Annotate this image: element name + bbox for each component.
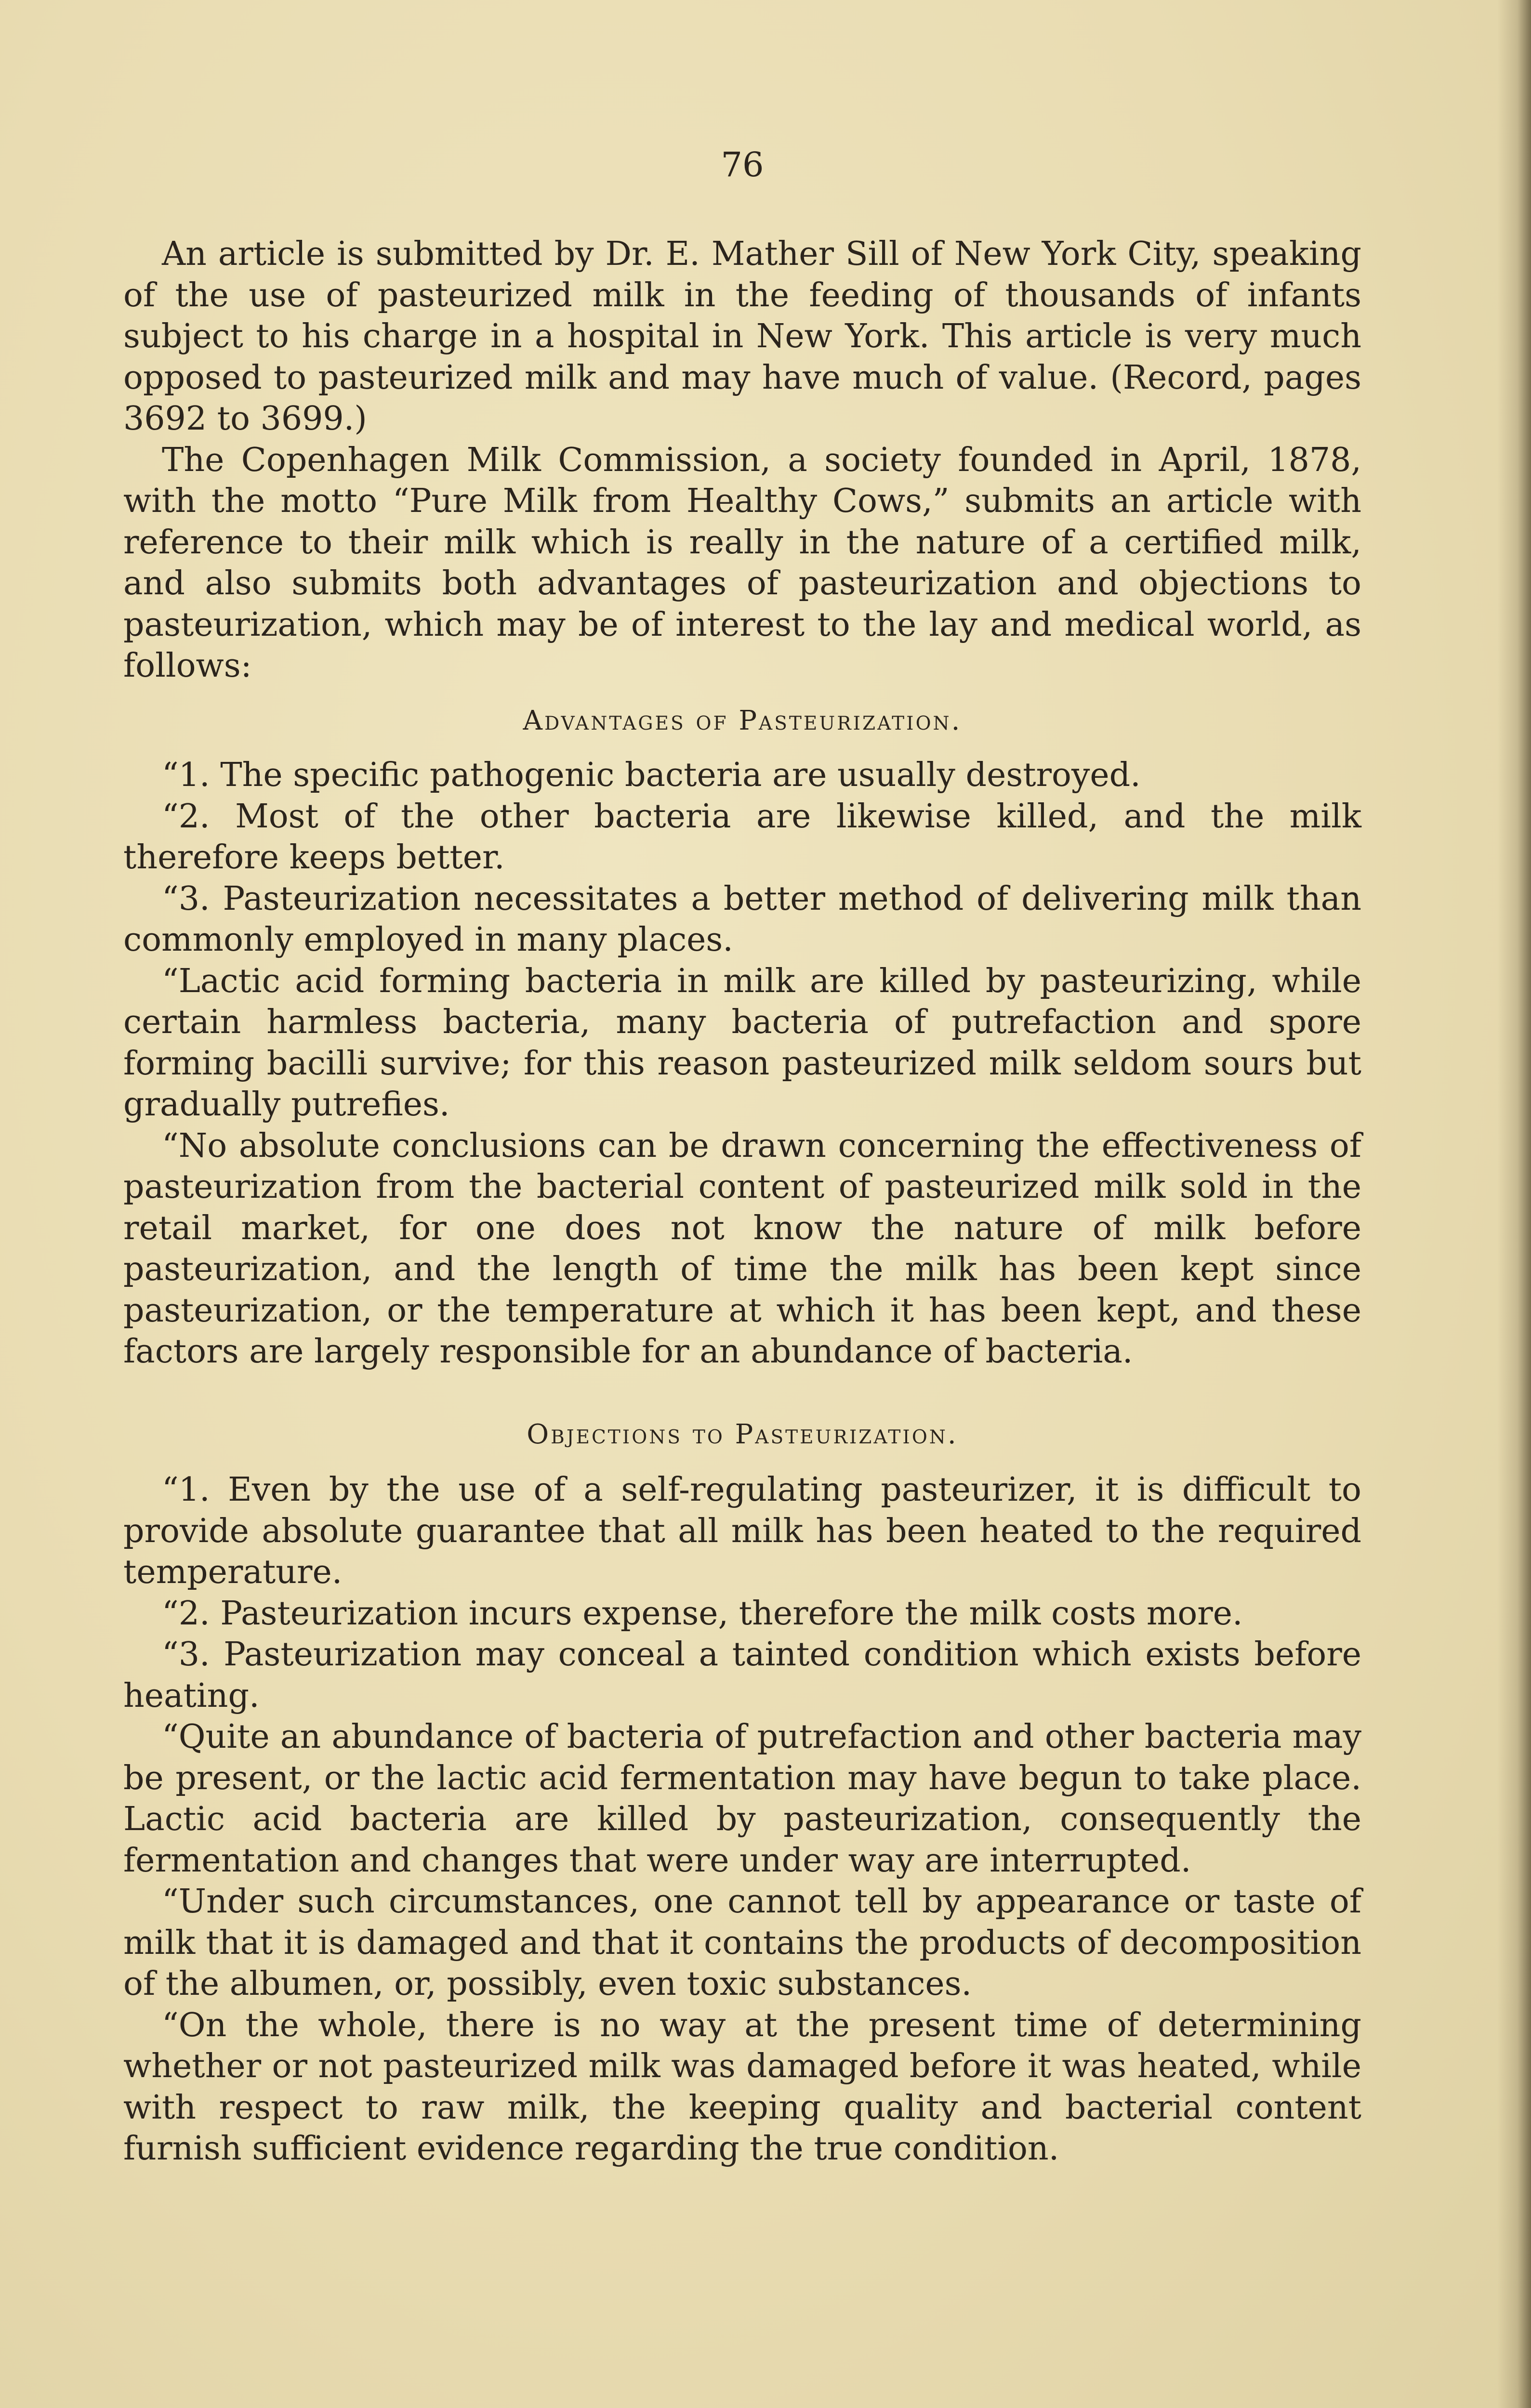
objections-heading: Objections to Pasteurization.: [527, 1418, 958, 1450]
objection-item-2: “2. Pasteurization incurs expense, therefore the milk costs more.: [162, 1594, 1243, 1633]
advantage-paragraph-conclusions: “No absolute conclusions can be drawn concerning the effectiveness of pasteurization from the bacterial content of pasteurized milk sold in the retail market, for one does not know the nature of milk before pasteurization, and the length of time the milk has been kept since pasteurization, or the temperature at which it has been kept, and these factors are largely responsible for an abundance of bacteria.: [123, 1126, 1361, 1371]
objection-paragraph-circumstances: “Under such circumstances, one cannot tell by appearance or taste of milk that it is damaged and that it contains the products of decomposition of the albumen, or, possibly, even toxic substances.: [123, 1883, 1361, 2003]
objection-paragraph-abundance: “Quite an abundance of bacteria of putrefaction and other bacteria may be present, or the lactic acid fermentation may have begun to take place. Lactic acid bacteria are killed by pasteurization, consequently the fermentation and changes that were under way are interrupted.: [123, 1718, 1361, 1880]
objection-paragraph-whole: “On the whole, there is no way at the present time of determining whether or not pasteurized milk was damaged before it was heated, while with respect to raw milk, the keeping quality and bacterial content furnish sufficient evidence regarding the true condition.: [123, 2006, 1361, 2168]
advantage-item-3: “3. Pasteurization necessitates a better method of delivering milk than commonly employed in many places.: [123, 879, 1361, 959]
objection-item-1: “1. Even by the use of a self-regulating pasteurizer, it is difficult to provide absolute guarantee that all milk has been heated to the required temperature.: [123, 1471, 1361, 1591]
paragraph-intro-2: The Copenhagen Milk Commission, a society founded in April, 1878, with the motto “Pure Milk from Healthy Cows,” submits an article with reference to their milk which is really in the nature of a certified milk, and also submits both advantages of pasteurization and objections to pasteurization, which may be of interest to the lay and medical world, as follows:: [123, 441, 1361, 685]
advantages-heading: Advantages of Pasteurization.: [523, 705, 962, 736]
paragraph-intro-1: An article is submitted by Dr. E. Mather Sill of New York City, speaking of the use of pasteurized milk in the feeding of thousands of infants subject to his charge in a hospital in New York. This article is very much opposed to pasteurized milk and may have much of value. (Record, pages 3692 to 3699.): [123, 235, 1361, 438]
objection-item-3: “3. Pasteurization may conceal a tainted condition which exists before heating.: [123, 1636, 1361, 1715]
advantage-paragraph-lactic: “Lactic acid forming bacteria in milk are killed by pasteurizing, while certain harmless bacteria, many bacteria of putrefaction and spore forming bacilli survive; for this reason pasteurized milk seldom sours but gradually putrefies.: [123, 962, 1361, 1124]
page-number: 76: [721, 145, 764, 184]
body-area: [123, 234, 1361, 2170]
advantage-item-1: “1. The specific pathogenic bacteria are usually destroyed.: [162, 756, 1141, 794]
advantage-item-2: “2. Most of the other bacteria are likewise killed, and the milk therefore keeps better.: [123, 797, 1361, 877]
page-edge-shadow: [1497, 0, 1531, 2408]
